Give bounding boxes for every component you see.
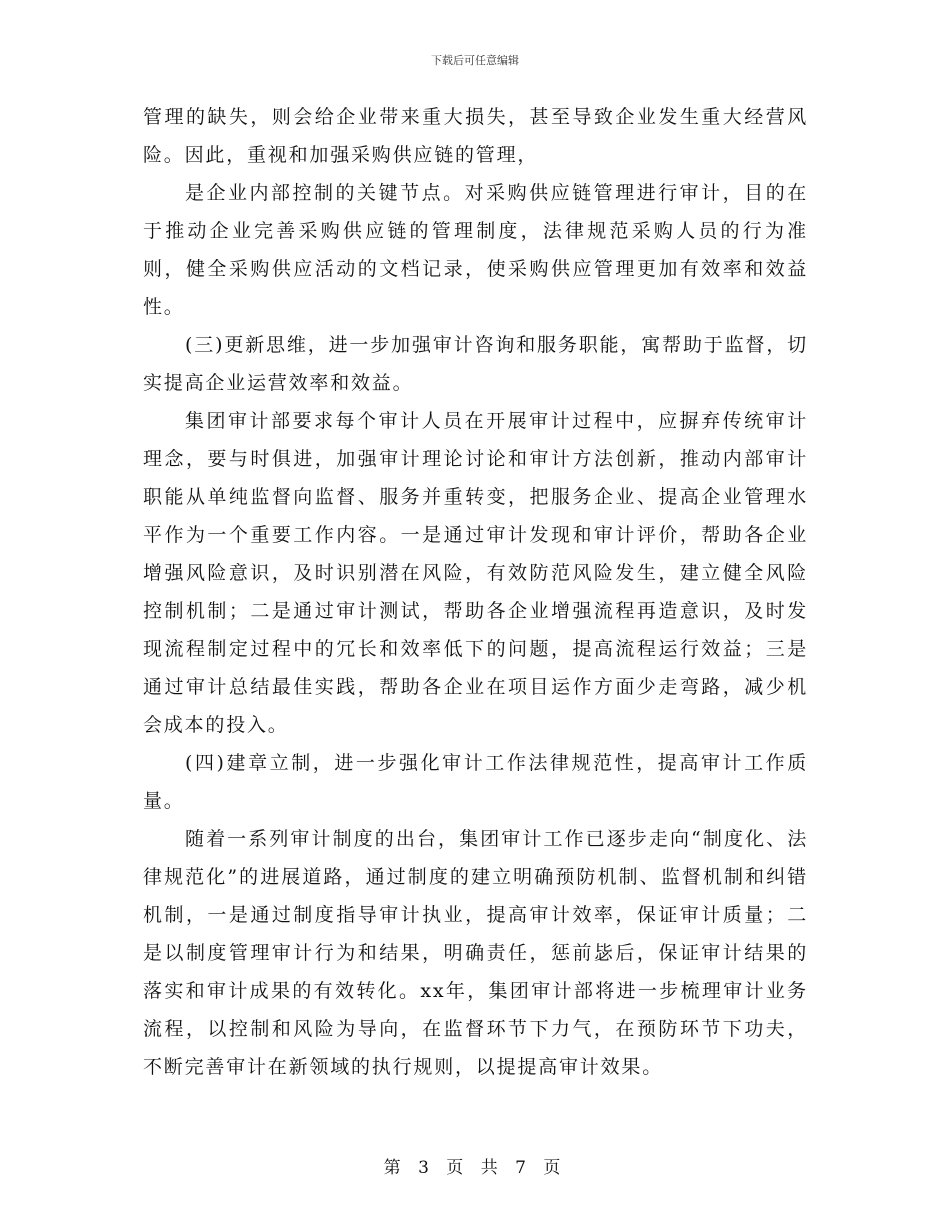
page-header: 下载后可任意编辑 xyxy=(431,54,519,67)
paragraph-6: 随着一系列审计制度的出台，集团审计工作已逐步走向“制度化、法律规范化”的进展道路，通过制度的建立明确预防机制、监督机制和纠错机制，一是通过制度指导审计执业，提高审计效率，保证审计质量；二是以制度管理审计行为和结果，明确责任，惩前毖后，保证审计结果的落实和审计成果的有效转化。xx年，集团审计部将进一步梳理审计业务流程，以控制和风险为导向，在监督环节下力气，在预防环节下功夫，不断完善审计在新领域的执行规则，以提提高审计效果。 xyxy=(143,828,808,1078)
paragraph-2: 是企业内部控制的关键节点。对采购供应链管理进行审计，目的在于推动企业完善采购供应链的管理制度，法律规范采购人员的行为准则，健全采购供应活动的文档记录，使采购供应管理更加有效率和效益性。 xyxy=(143,182,808,318)
page-number: 第 3 页 共 7 页 xyxy=(383,1158,567,1178)
document-body xyxy=(143,98,808,1086)
section-heading-3: (三)更新思维，进一步加强审计咨询和服务职能，寓帮助于监督，切实提高企业运营效率和效益。 xyxy=(143,334,808,394)
paragraph-4: 集团审计部要求每个审计人员在开展审计过程中，应摒弃传统审计理念，要与时俱进，加强审计理论讨论和审计方法创新，推动内部审计职能从单纯监督向监督、服务并重转变，把服务企业、提高企业管理水平作为一个重要工作内容。一是通过审计发现和审计评价，帮助各企业增强风险意识，及时识别潜在风险，有效防范风险发生，建立健全风险控制机制；二是通过审计测试，帮助各企业增强流程再造意识，及时发现流程制定过程中的冗长和效率低下的问题，提高流程运行效益；三是通过审计总结最佳实践，帮助各企业在项目运作方面少走弯路，减少机会成本的投入。 xyxy=(143,410,808,736)
section-heading-4: (四)建章立制，进一步强化审计工作法律规范性，提高审计工作质量。 xyxy=(143,752,808,812)
paragraph-1: 管理的缺失，则会给企业带来重大损失，甚至导致企业发生重大经营风险。因此，重视和加强采购供应链的管理， xyxy=(143,106,808,166)
